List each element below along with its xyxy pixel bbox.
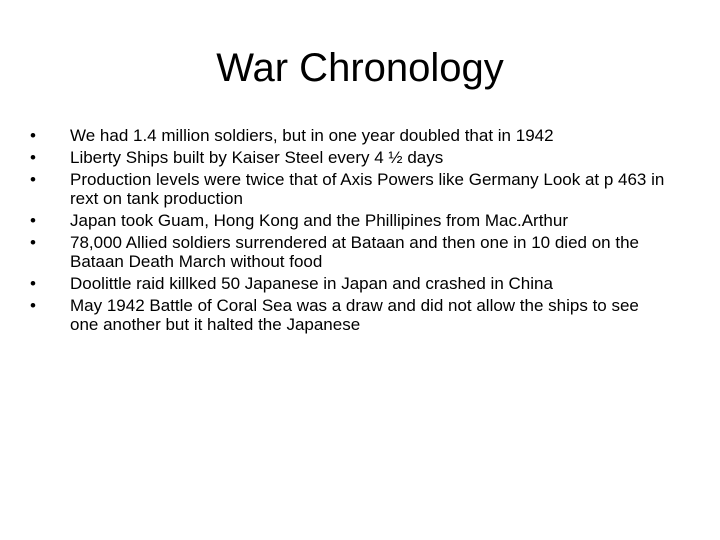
bullet-icon: • (30, 274, 36, 293)
slide-title: War Chronology (216, 46, 504, 90)
bullet-text: May 1942 Battle of Coral Sea was a draw and did not allow the ships to see one another but it halted the Japanese (70, 296, 639, 334)
bullet-text: 78,000 Allied soldiers surrendered at Bataan and then one in 10 died on the Bataan Death March without food (70, 233, 639, 271)
bullet-item-1 (30, 126, 670, 145)
bullet-item-2 (30, 148, 670, 167)
bullet-text: Japan took Guam, Hong Kong and the Phillipines from Mac.Arthur (70, 211, 568, 230)
bullet-icon: • (30, 233, 36, 252)
bullet-text: Liberty Ships built by Kaiser Steel every 4 ½ days (70, 148, 444, 167)
bullet-icon: • (30, 211, 36, 230)
bullet-text: Doolittle raid killked 50 Japanese in Japan and crashed in China (70, 274, 553, 293)
bullet-list (30, 126, 670, 337)
bullet-item-6 (30, 274, 670, 293)
bullet-icon: • (30, 170, 36, 189)
bullet-item-7 (30, 296, 670, 334)
bullet-icon: • (30, 126, 36, 145)
bullet-text: We had 1.4 million soldiers, but in one year doubled that in 1942 (70, 126, 554, 145)
bullet-text: Production levels were twice that of Axis Powers like Germany Look at p 463 in rext on tank production (70, 170, 665, 208)
bullet-item-3 (30, 170, 670, 208)
bullet-item-4 (30, 211, 670, 230)
bullet-item-5 (30, 233, 670, 271)
bullet-icon: • (30, 148, 36, 167)
bullet-icon: • (30, 296, 36, 315)
